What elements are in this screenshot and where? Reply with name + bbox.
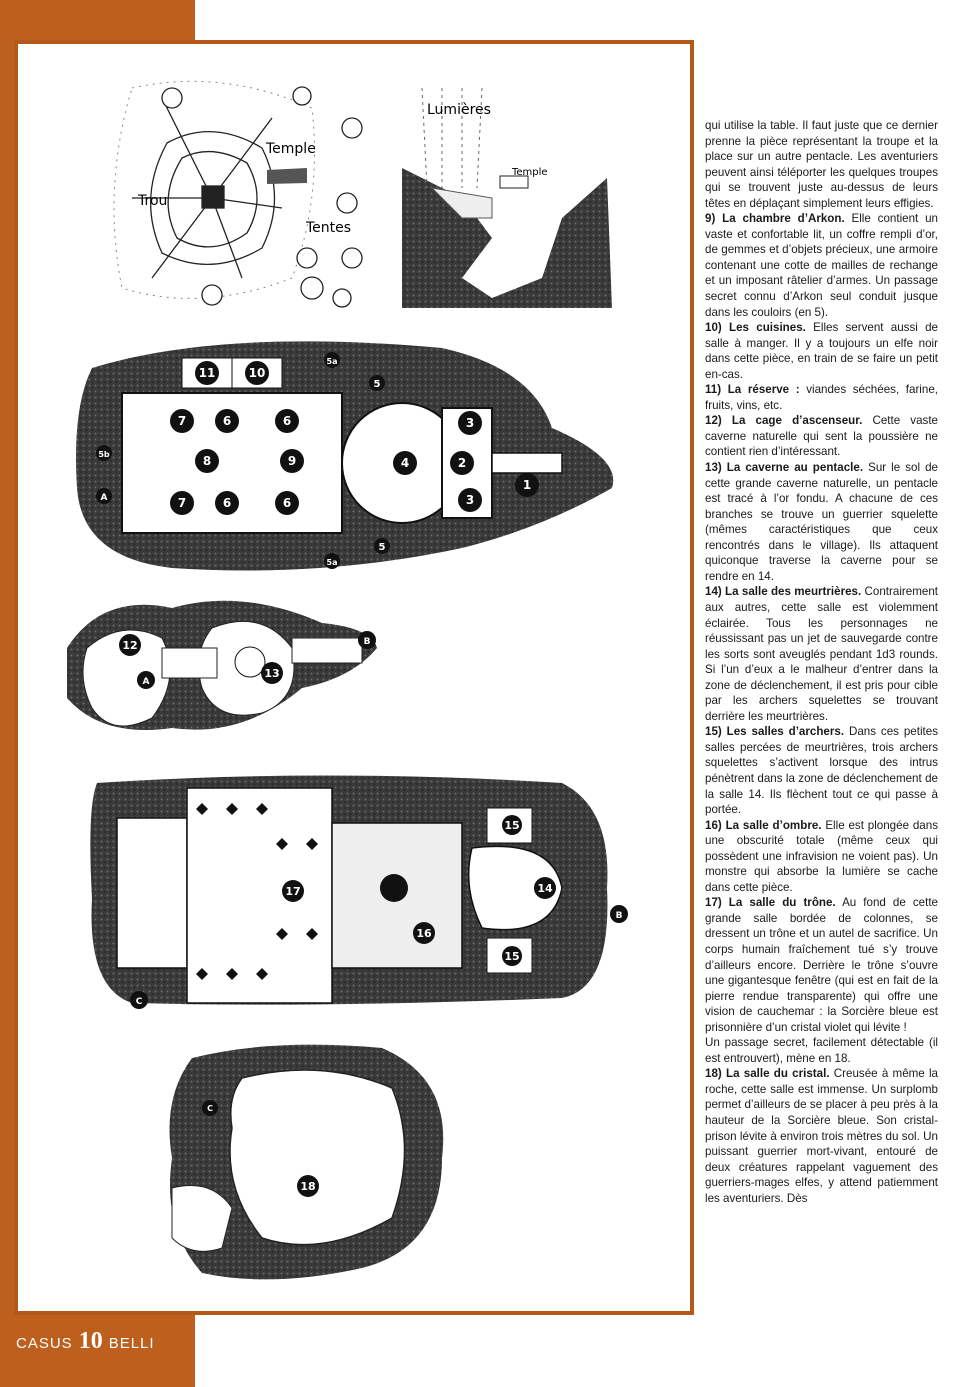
paragraph-12: 12) La cage d’ascenseur. Cette vaste caverne naturelle qui sent la poussière ne contient rien d’intéressant. [705, 414, 938, 459]
room-9: 9 [287, 454, 297, 468]
village-label-tentes: Tentes [306, 220, 352, 236]
village-label-trou: Trou [138, 193, 168, 209]
village-map [114, 81, 362, 307]
section-map [402, 88, 612, 308]
level4-map [170, 1045, 444, 1280]
paragraph-18: 18) La salle du cristal. Creusée à même la roche, cette salle est immense. Un surplomb permet d’ailleurs de se placer à peu près à la hauteur de la Sorcière bleue. Son cristal-prison lévite à environ trois mètres du sol. Un puissant guerrier mort-vivant, entouré de deux créatures rappelant vaguement des guerriers-mages elfes, y attend patiemment les aventuriers. Dès [705, 1067, 938, 1205]
section-label-temple: Temple [512, 167, 548, 178]
room-16: 16 [416, 927, 432, 940]
level3-map [90, 776, 628, 1010]
exit-b-level3: B [615, 911, 623, 921]
level1-map [76, 341, 613, 570]
room-5b: 5b [98, 450, 110, 459]
room-13: 13 [264, 667, 280, 680]
room-15b: 15 [504, 950, 520, 963]
paragraph-14: 14) La salle des meurtrières. Contrairement aux autres, cette salle est violemment éclairée. Tous les personnages ne réussissant pas un jet de sauvegarde contre les sorts sont aveuglés pendant 1d3 rounds. Si l’un d’eux a le malheur d’entrer dans la zone de déclenchement, il est pris pour cible par les archers squelettes se trouvant derrière les meurtrières. [705, 585, 938, 723]
section-label-lumieres: Lumières [427, 102, 491, 118]
footer-belli: BELLI [108, 1335, 155, 1352]
exit-c-level4: C [207, 1104, 213, 1113]
maps-area [22, 48, 694, 1318]
room-5a-bottom: 5a [326, 558, 338, 567]
article-text [705, 118, 938, 1206]
room-5b-label: 5 [378, 542, 386, 553]
exit-b-level2: B [363, 637, 371, 647]
room-11: 11 [198, 366, 216, 380]
exit-a-level2: A [142, 677, 150, 687]
pit-web [132, 98, 282, 278]
paragraph-17: 17) La salle du trône. Au fond de cette grande salle bordée de colonnes, se dressent un trône et un autel de sacrifice. Un corps humain fraîchement tué s’y trouve d’ailleurs encore. Derrière le trône s’ouvre une gigantesque fenêtre (qui est en fait de la pierre rendue transparente) qui offre une vision de cauchemar : la Sorcière bleue est prisonnière d’un cristal violet qui lévite ! [705, 896, 938, 1034]
room-8: 8 [202, 454, 212, 468]
paragraph-13: 13) La caverne au pentacle. Sur le sol de cette grande caverne naturelle, un pentacle est tracé à l’or fondu. A chacune de ces branches se trouve un guerrier squelette (mêmes caractéristiques que ceux rencontrés dans le village). Ils attaquent quiconque traverse la caverne pour se rendre en 14. [705, 461, 938, 583]
paragraph-11: 11) La réserve : viandes séchées, farine, fruits, vins, etc. [705, 383, 938, 412]
room-7a: 7 [177, 414, 187, 428]
room-4: 4 [400, 456, 410, 470]
room-15a: 15 [504, 819, 520, 832]
paragraph-15: 15) Les salles d’archers. Dans ces petites salles percées de meurtrières, trois archers squelettes s’activent lorsque des intrus pénètrent dans la zone de déclenchement de la salle 14. Ils flèchent tout ce qui passe à portée. [705, 725, 938, 817]
room-6c: 6 [222, 496, 232, 510]
page-footer [16, 1328, 155, 1355]
room-3b: 3 [465, 493, 475, 507]
room-14: 14 [537, 882, 553, 895]
footer-casus: CASUS [16, 1335, 73, 1352]
room-5a-top: 5a [326, 357, 338, 366]
room-3a: 3 [465, 416, 475, 430]
room-5a-label: 5 [373, 379, 381, 390]
level2-map [67, 601, 377, 730]
exit-a-level1: A [100, 493, 108, 503]
page-number: 10 [78, 1328, 103, 1354]
room-6d: 6 [282, 496, 292, 510]
paragraph-17b: Un passage secret, facilement détectable (il est entrouvert), mène en 18. [705, 1036, 938, 1065]
room-17: 17 [285, 885, 301, 898]
room-10: 10 [248, 366, 266, 380]
room-12: 12 [122, 639, 138, 652]
paragraph-10: 10) Les cuisines. Elles servent aussi de salle à manger. Il y a toujours un elfe noir dans cette pièce, en train de se faire un petit en-cas. [705, 321, 939, 381]
room-18: 18 [300, 1180, 316, 1193]
room-2: 2 [457, 456, 467, 470]
tent-icons [162, 87, 362, 307]
paragraph-9: 9) La chambre d’Arkon. Elle contient un vaste et confortable lit, un coffre rempli d’or, de gemmes et d’objets précieux, une armoire contenant une cotte de mailles de rechange et un imposant râtelier d’armes. Un passage secret connu d’Arkon seul conduit jusque dans les couloirs (en 5). [705, 212, 938, 319]
village-label-temple: Temple [266, 141, 316, 157]
room-6a: 6 [222, 414, 232, 428]
room-6b: 6 [282, 414, 292, 428]
room-7b: 7 [177, 496, 187, 510]
exit-c-level3: C [135, 997, 143, 1007]
paragraph-0: qui utilise la table. Il faut juste que ce dernier prenne la pièce représentant la troupe et la place sur un autre pentacle. Les aventuriers peuvent ainsi téléporter les quelques troupes qui se trouvent juste au-dessus de leurs têtes en déplaçant simplement leurs effigies. [705, 119, 938, 210]
room-1: 1 [522, 478, 532, 492]
paragraph-16: 16) La salle d’ombre. Elle est plongée dans une obscurité totale (même ceux qui possèdent une infravision ne voient pas). Un monstre qui absorbe la lumière se cache dans cette pièce. [705, 818, 938, 894]
